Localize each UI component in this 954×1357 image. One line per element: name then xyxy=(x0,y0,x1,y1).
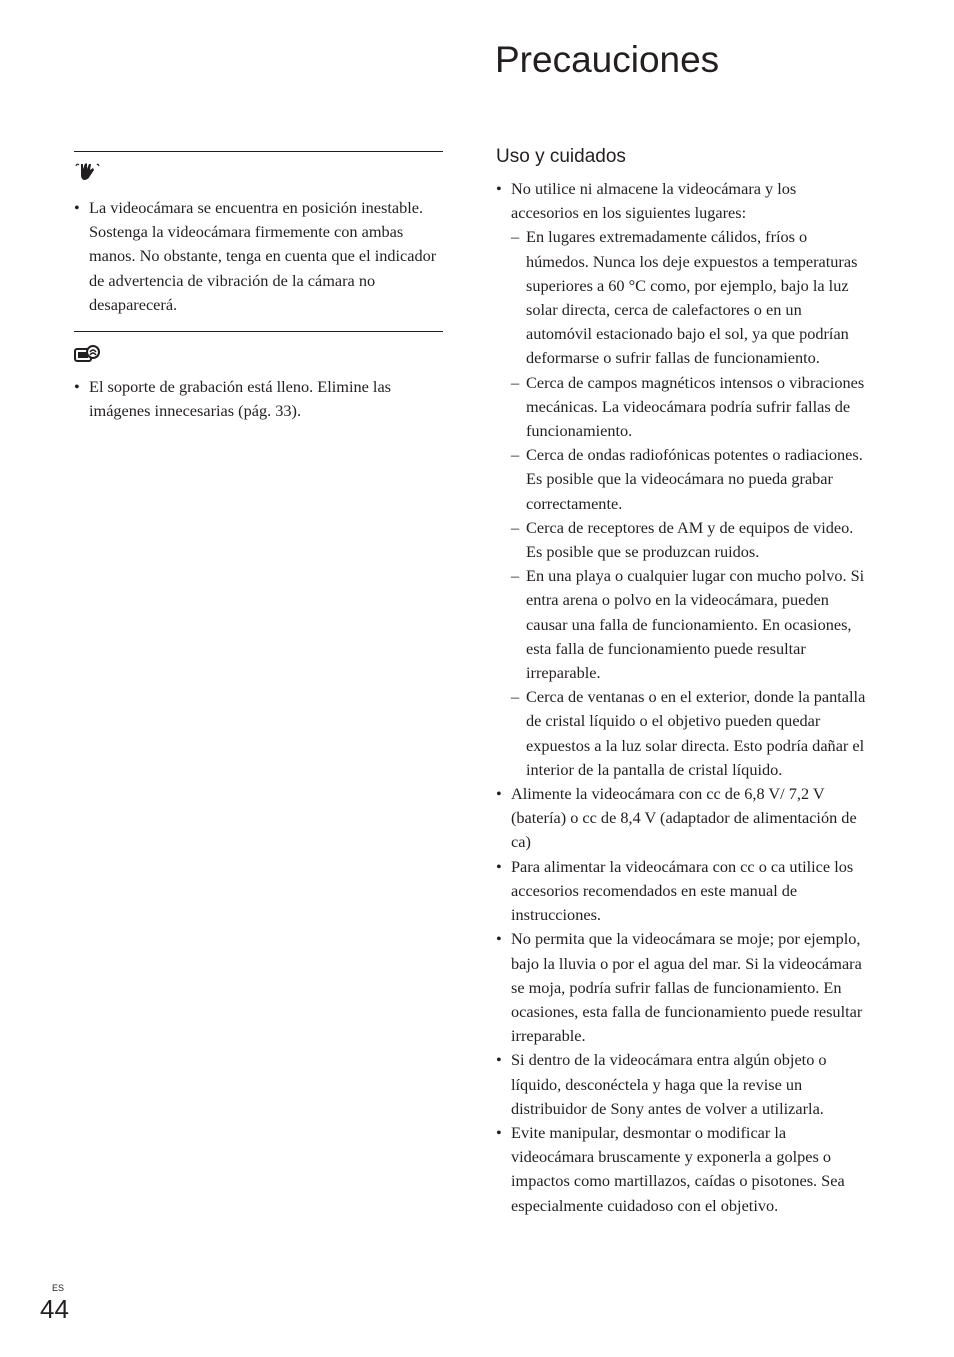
sublist-item: – Cerca de ondas radiofónicas potentes o radiaciones. Es posible que la videocámara no pueda grabar correctamente. xyxy=(511,443,868,516)
list-item-text: No utilice ni almacene la videocámara y los accesorios en los siguientes lugares: xyxy=(511,179,797,223)
page-number: 44 xyxy=(40,1294,69,1324)
list-item: • El soporte de grabación está lleno. Elimine las imágenes innecesarias (pág. 33). xyxy=(74,375,443,423)
warning-block-vibration xyxy=(74,151,443,331)
warning-icon-row xyxy=(74,152,443,182)
hand-shake-warning-icon xyxy=(74,162,100,182)
warning-column xyxy=(74,151,443,423)
list-item: • Si dentro de la videocámara entra algún objeto o líquido, desconéctela y haga que la revise un distribuidor de Sony antes de volver a utilizarla. xyxy=(496,1048,868,1121)
list-item: • Evite manipular, desmontar o modificar la videocámara bruscamente y exponerla a golpes o impactos como martillazos, caídas o pisotones. Sea especialmente cuidadoso con el objetivo. xyxy=(496,1121,868,1218)
warning-list xyxy=(74,362,443,423)
list-item xyxy=(496,177,868,782)
list-item: • Para alimentar la videocámara con cc o ca utilice los accesorios recomendados en este manual de instrucciones. xyxy=(496,855,868,928)
warning-icon-row xyxy=(74,332,443,362)
sublist-item: – En una playa o cualquier lugar con mucho polvo. Si entra arena o polvo en la videocámara, pueden causar una falla de funcionamiento. En ocasiones, esta falla de funcionamiento puede resultar irreparable. xyxy=(511,564,868,685)
sublist-item: – Cerca de ventanas o en el exterior, donde la pantalla de cristal líquido o el objetivo pueden quedar expuestos a la luz solar directa. Esto podría dañar el interior de la pantalla de cristal líquido. xyxy=(511,685,868,782)
warning-block-media-full xyxy=(74,331,443,423)
section-heading: Uso y cuidados xyxy=(496,146,626,167)
care-list xyxy=(496,177,868,1218)
list-item: • No permita que la videocámara se moje; por ejemplo, bajo la lluvia o por el agua del mar. Si la videocámara se moja, podría sufrir fallas de funcionamiento. En ocasiones, esta falla de funcionamiento puede resultar irreparable. xyxy=(496,927,868,1048)
media-full-warning-icon xyxy=(74,344,102,364)
page-language-label: ES xyxy=(52,1283,65,1293)
location-sublist xyxy=(511,225,868,782)
list-item: • Alimente la videocámara con cc de 6,8 V/ 7,2 V (batería) o cc de 8,4 V (adaptador de alimentación de ca) xyxy=(496,782,868,855)
sublist-item: – Cerca de campos magnéticos intensos o vibraciones mecánicas. La videocámara podría sufrir fallas de funcionamiento. xyxy=(511,371,868,444)
sublist-item: – Cerca de receptores de AM y de equipos de video. Es posible que se produzcan ruidos. xyxy=(511,516,868,564)
list-item: • La videocámara se encuentra en posición inestable. Sostenga la videocámara firmemente con ambas manos. No obstante, tenga en cuenta que el indicador de advertencia de vibración de la cámara no desaparecerá. xyxy=(74,196,443,317)
care-section xyxy=(496,143,868,1218)
page-title: Precauciones xyxy=(495,39,720,80)
warning-list xyxy=(74,182,443,331)
sublist-item: – En lugares extremadamente cálidos, fríos o húmedos. Nunca los deje expuestos a temperaturas superiores a 60 °C como, por ejemplo, bajo la luz solar directa, cerca de calefactores o en un automóvil estacionado bajo el sol, ya que podrían deformarse o sufrir fallas de funcionamiento. xyxy=(511,225,868,370)
